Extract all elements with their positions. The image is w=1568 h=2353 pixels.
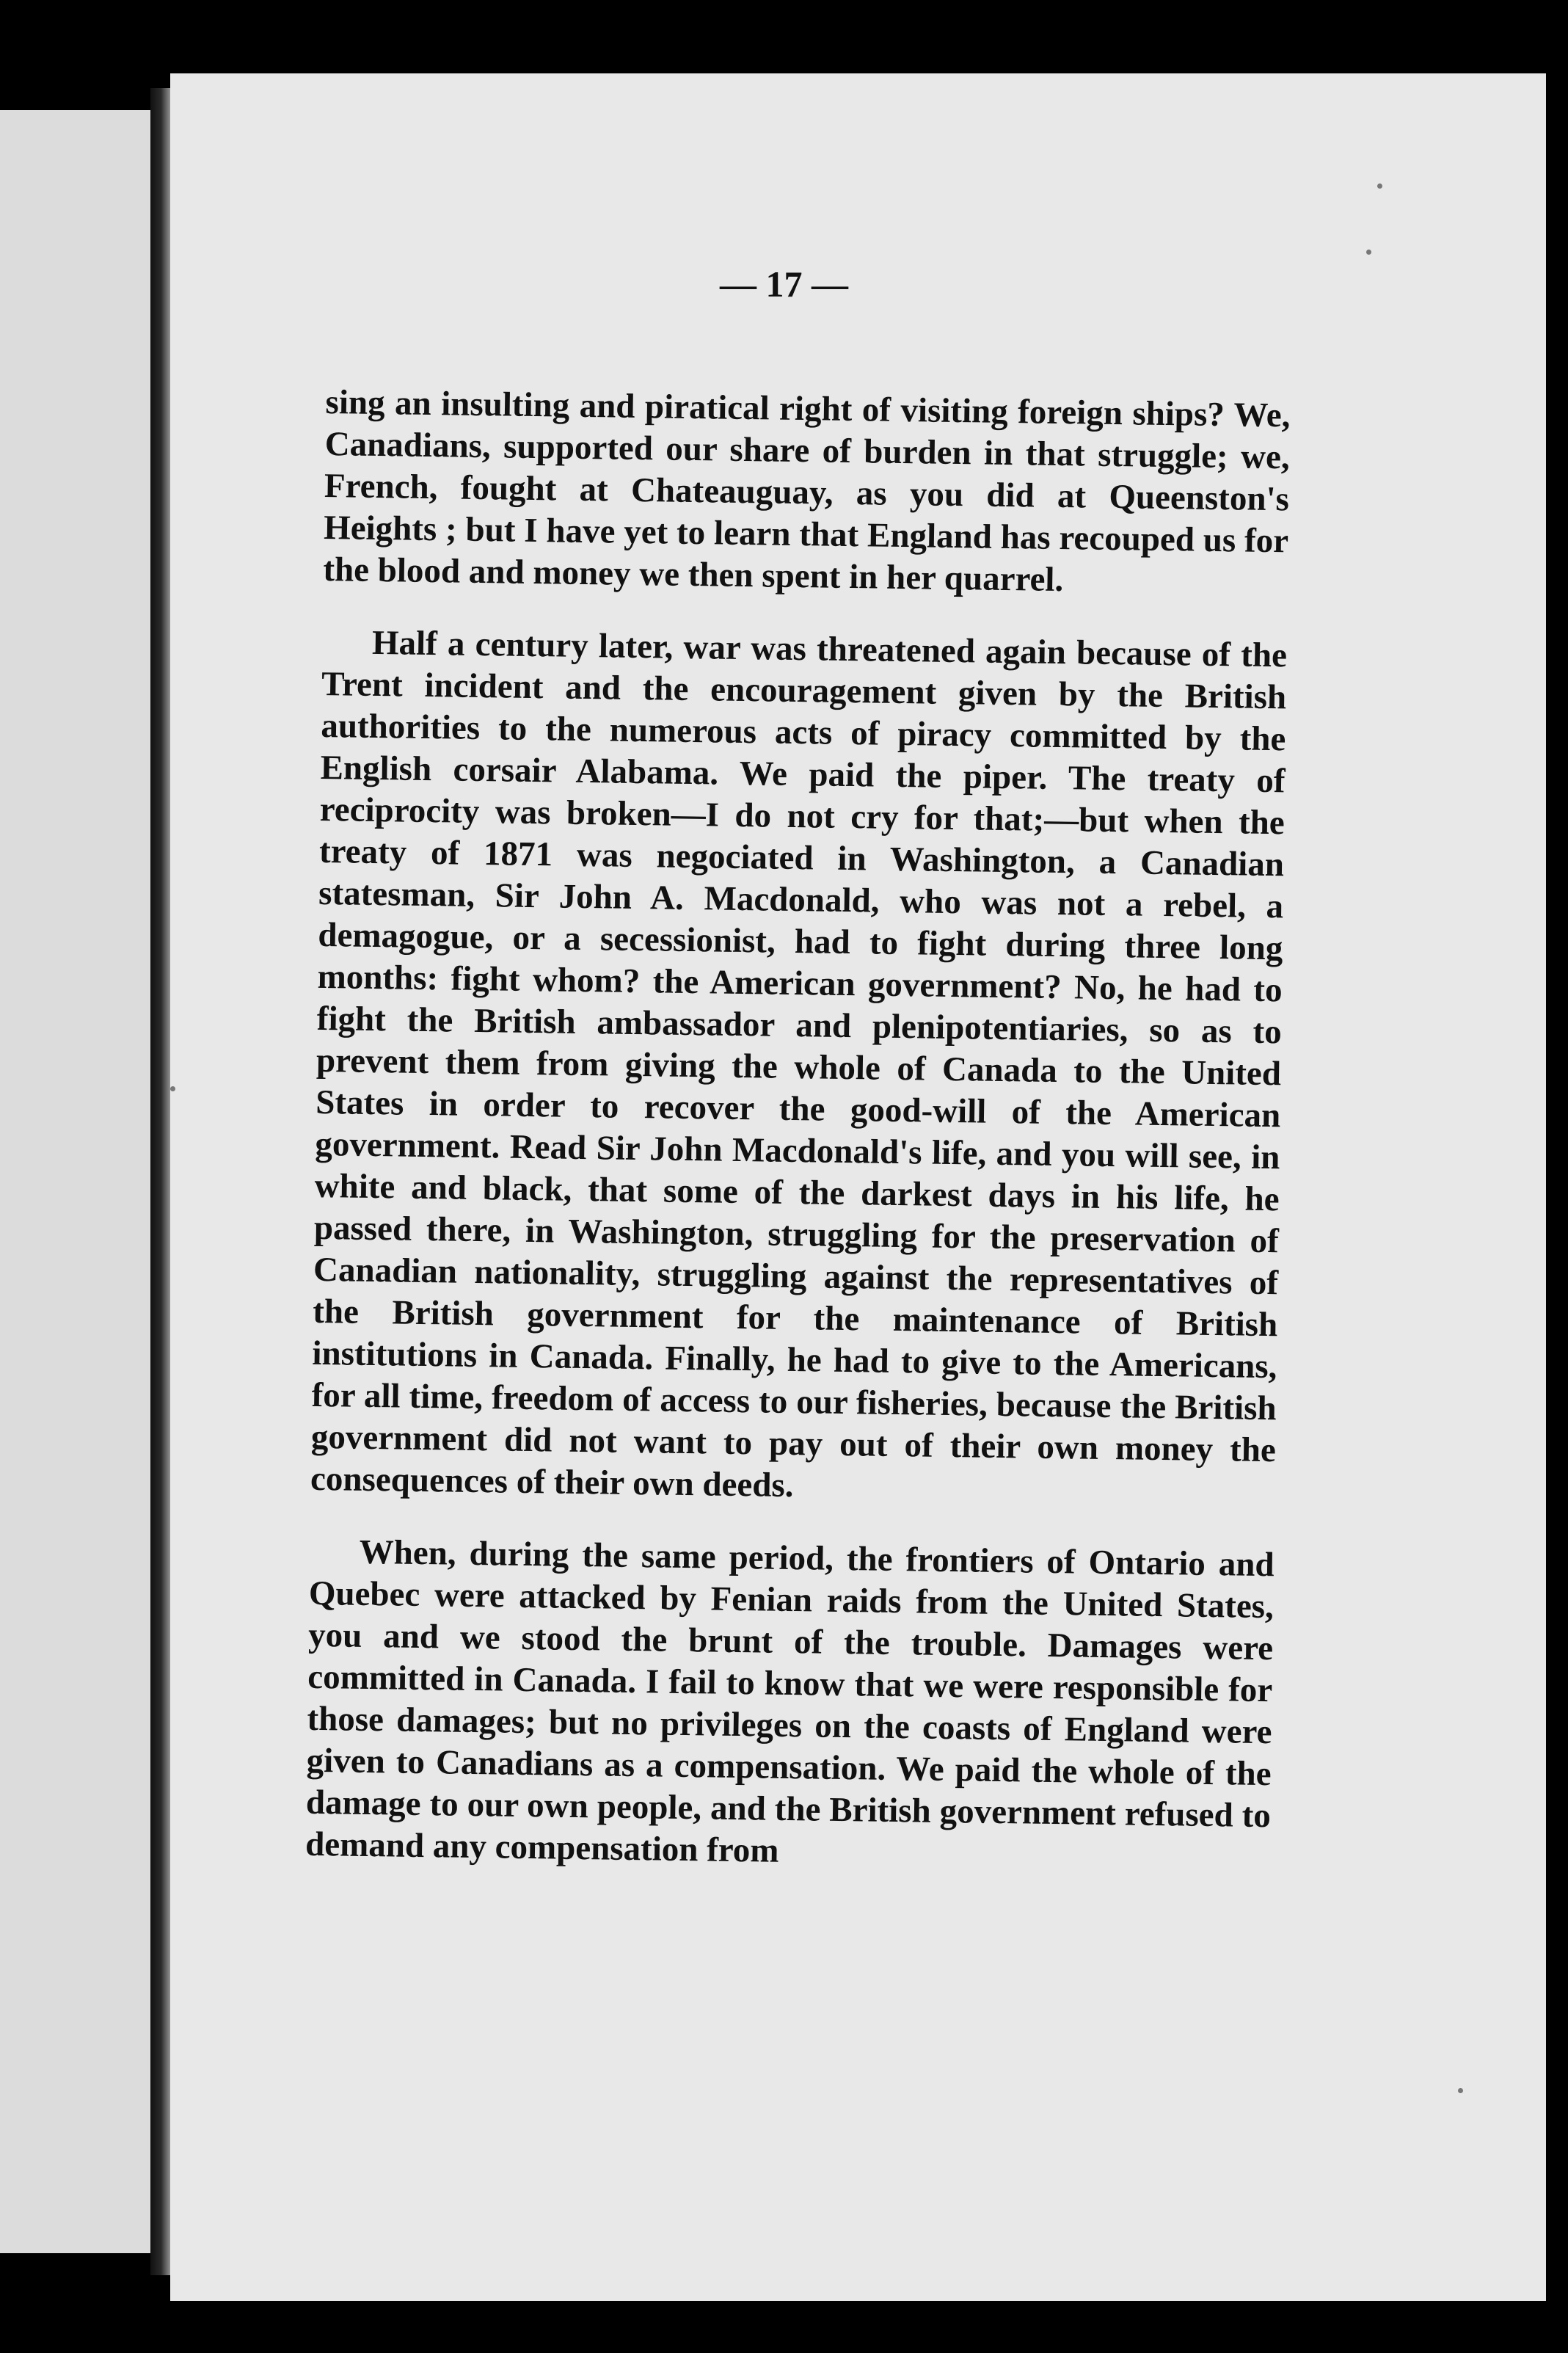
body-text [305,382,1291,1910]
speck [1458,2088,1463,2093]
speck [1377,183,1382,189]
speck [170,1086,175,1091]
paragraph-2: Half a century later, war was threatened again because of the Trent incident and the encouragement given by the British authorities to the numerous acts of piracy committed by the English corsair Alabama. We paid the piper. The treaty of reciprocity was broken—I do not cry for that;—but when the treaty of 1871 was negociated in Washington, a Canadian statesman, Sir John A. Macdonald, who was not a rebel, a demagogue, or a secessionist, had to fight during three long months: fight whom? the American government? No, he had to fight the British ambassador and plenipotentiaries, so as to prevent them from giving the whole of Canada to the United States in order to recover the good-will of the American government. Read Sir John Macdonald's life, and you will see, in white and black, that some of the darkest days in his life, he passed there, in Washington, struggling for the preservation of Canadian nationality, struggling against the representatives of the British government for the maintenance of British institutions in Canada. Finally, he had to give to the Americans, for all time, freedom of access to our fisheries, because the British government did not want to pay out of their own money the consequences of their own deeds. [310,623,1288,1505]
speck [1366,250,1371,255]
paragraph-3: When, during the same period, the frontiers of Ontario and Quebec were attacked by Fenian raids from the United States, you and we stood the brunt of the trouble. Damages were committed in Canada. I fail to know that we were responsible for those damages; but no privileges on the coasts of England were given to Canadians as a compensation. We paid the whole of the damage to our own people, and the British government refused to demand any compensation from [305,1532,1275,1870]
page-number: — 17 — [720,263,848,305]
facing-page-edge [0,110,150,2253]
paragraph-1: sing an insulting and piratical right of visiting foreign ships? We, Canadians, supported our share of burden in that struggle; we, French, fought at Chateauguay, as you did at Queenston's Heights ; but I have yet to learn that England has recouped us for the blood and money we then spent in her quarrel. [323,382,1291,600]
